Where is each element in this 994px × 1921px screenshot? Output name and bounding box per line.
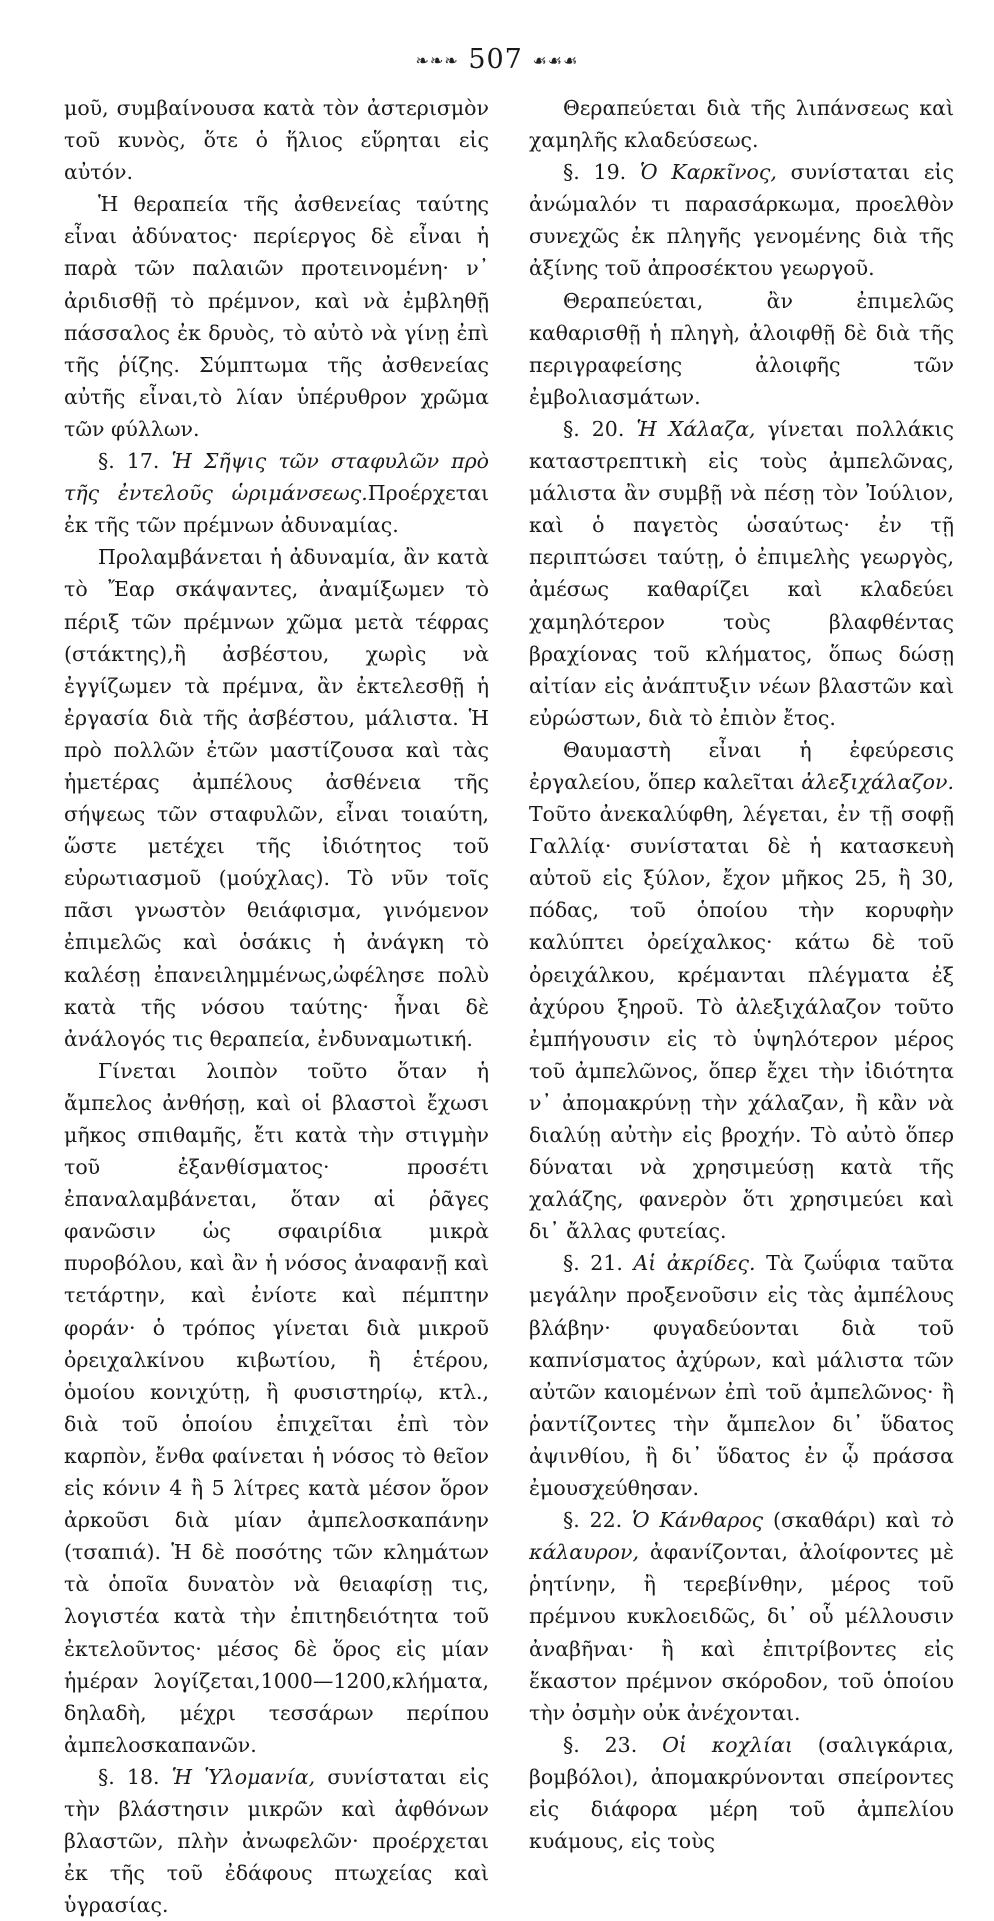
- paragraph-hail-tool: [529, 734, 954, 1248]
- hail-tool-text-b: Τοῦτο ἀνεκαλύφθη, λέγεται, ἐν τῇ σοφῇ Γαλλίᾳ· συνίσταται δὲ ἡ κατασκευὴ αὐτοῦ εἰς ξύλον, ἔχον μῆκος 25, ἢ 30, πόδας, τοῦ ὁποίου τὴν κορυφὴν καλύπτει ὀρείχαλκος· κάτω δὲ τοῦ ὀρειχάλκου, κρέμανται πλέγματα ἐξ ἀχύρου ξηροῦ. Τὸ ἀλεξιχάλαζον τοῦτο ἐμπήγουσιν εἰς τὸ ὑψηλότερον μέρος τοῦ ἀμπελῶνος, ὅπερ ἔχει τὴν ἰδιότητα ν᾽ ἀπομακρύνῃ τὴν χάλαζαν, ἢ κἂν νὰ διαλύῃ αὐτὴν εἰς βροχήν. Τὸ αὐτὸ ὅπερ δύναται νὰ χρησιμεύσῃ κατὰ τῆς χαλάζης, φανερὸν ὅτι χρησιμεύει καὶ δι᾽ ἄλλας φυτείας.: [529, 802, 954, 1244]
- section-18: [64, 1761, 489, 1921]
- section-20-title: Ἡ Χάλαζα,: [636, 416, 756, 441]
- hail-tool-text-a: Θαυμαστὴ εἶναι ἡ ἐφεύρεσις ἐργαλείου, ὅπερ καλεῖται: [529, 737, 954, 794]
- section-17-title: Ἡ Σῆψις τῶν σταφυλῶν πρὸ τῆς ἐντελοῦς ὡριμάνσεως.: [64, 449, 489, 506]
- section-19: [529, 156, 954, 284]
- section-19-text: συνίσταται εἰς ἀνώμαλόν τι παρασάρκωμα, προελθὸν συνεχῶς ἐκ πληγῆς γενομένης διὰ τῆς ἀξίνης τοῦ ἀπροσέκτου γεωργοῦ.: [529, 160, 954, 281]
- section-18-number: §. 18.: [98, 1764, 160, 1789]
- paragraph-therapy: Ἡ θεραπεία τῆς ἀσθενείας ταύτης εἶναι ἀδύνατος· περίεργος δὲ εἶναι ἡ παρὰ τῶν παλαιῶν προτεινομένη· ν᾽ ἀριδισθῇ τὸ πρέμνον, καὶ νὰ ἐμβληθῇ πάσσαλος ἐκ δρυὸς, τὸ αὐτὸ νὰ γίνῃ ἐπὶ τῆς ῥίζης. Σύμπτωμα τῆς ἀσθενείας αὐτῆς εἶναι,τὸ λίαν ὑπέρυθρον χρῶμα τῶν φύλλων.: [64, 192, 489, 441]
- section-22-number: §. 22.: [563, 1508, 623, 1533]
- section-20-text: γίνεται πολλάκις καταστρεπτικὴ εἰς τοὺς ἀμπελῶνας, μάλιστα ἂν συμβῇ νὰ πέσῃ τὸν Ἰούλιον, καὶ ὁ παγετὸς ὡσαύτως· ἐν τῇ περιπτώσει ταύτῃ, ὁ ἐπιμελὴς γεωργὸς, ἀμέσως καθαρίζει καὶ κλαδεύει χαμηλότερον τοὺς βλαφθέντας βραχίονας τοῦ κλήματος, ὅπως δώσῃ αἰτίαν εἰς ἀνάπτυξιν νέων βλαστῶν καὶ εὐρώστων, διὰ τὸ ἐπιὸν ἔτος.: [529, 416, 954, 730]
- section-21-text: Τὰ ζωΰφια ταῦτα μεγάλην προξενοῦσιν εἰς τὰς ἀμπέλους βλάβην· φυγαδεύονται διὰ τοῦ καπνίσματος ἀχύρων, καὶ μάλιστα τῶν αὐτῶν καιομένων ἐπὶ τοῦ ἀμπελῶνος· ἢ ῥαντίζοντες τὴν ἄμπελον δι᾽ ὕδατος ἀψινθίου, ἢ δι᾽ ὕδατος ἐν ᾧ πράσσα ἐμουσχεύθησαν.: [529, 1251, 954, 1501]
- section-18-title: Ἡ Ὑλομανία,: [171, 1764, 316, 1789]
- section-20: [529, 413, 954, 734]
- section-23-title: Οἱ κοχλίαι: [662, 1732, 793, 1757]
- section-23-number: §. 23.: [563, 1732, 638, 1757]
- paragraph-sulfuring: Γίνεται λοιπὸν τοῦτο ὅταν ἡ ἄμπελος ἀνθήσῃ, καὶ οἱ βλαστοὶ ἔχωσι μῆκος σπιθαμῆς, ἔτι κατὰ τὴν στιγμὴν τοῦ ἐξανθίσματος· προσέτι ἐπαναλαμβάνεται, ὅταν αἱ ῥᾶγες φανῶσιν ὡς σφαιρίδια μικρὰ πυροβόλου, καὶ ἂν ἡ νόσος ἀναφανῇ καὶ τετάρτην, καὶ ἐνίοτε καὶ πέμπτην φοράν· ὁ τρόπος γίνεται διὰ μικροῦ ὀρειχαλκίνου κιβωτίου, ἢ ἑτέρου, ὁμοίου κονιχύτῃ, ἢ φυσιστηρίῳ, κτλ., διὰ τοῦ ὁποίου ἐπιχεῖται ἐπὶ τὸν καρπὸν, ἔνθα φαίνεται ἡ νόσος τὸ θεῖον εἰς κόνιν 4 ἢ 5 λίτρες κατὰ μέσον ὅρον ἀρκοῦσι διὰ μίαν ἀμπελοσκαπάνην (τσαπιά). Ἡ δὲ ποσότης τῶν κλημάτων τὰ ὁποῖα δυνατὸν νὰ θειαφίσῃ τις, λογιστέα κατὰ τὴν ἐπιτηδειότητα τοῦ ἐκτελοῦντος· μέσος δὲ ὅρος εἰς μίαν ἡμέραν λογίζεται,1000—1200,κλήματα, δηλαδὴ, μέχρι τεσσάρων περίπου ἀμπελοσκαπανῶν.: [64, 1058, 489, 1757]
- right-column: [529, 92, 954, 1857]
- paragraph-treatment: Θεραπεύεται διὰ τῆς λιπάνσεως καὶ χαμηλῆς κλαδεύσεως.: [529, 96, 954, 153]
- section-22-title: Ὁ Κάνθαρος: [632, 1508, 764, 1533]
- section-22: [529, 1504, 954, 1729]
- section-21-number: §. 21.: [563, 1251, 623, 1276]
- section-19-title: Ὁ Καρκῖνος,: [639, 160, 777, 185]
- section-17-number: §. 17.: [98, 449, 160, 474]
- section-20-number: §. 20.: [563, 416, 625, 441]
- section-17-text: Προέρχεται ἐκ τῆς τῶν πρέμνων ἀδυναμίας.: [64, 481, 489, 538]
- section-23-text: (σαλιγκάρια, βομβόλοι), ἀπομακρύνονται σπείροντες εἰς διάφορα μέρη τοῦ ἀμπελίου κυάμους, εἰς τοὺς: [529, 1732, 954, 1854]
- paragraph-wound-care: Θεραπεύεται, ἂν ἐπιμελῶς καθαρισθῇ ἡ πληγὴ, ἀλοιφθῇ δὲ διὰ τῆς περιγραφείσης ἀλοιφῆς τῶν ἐμβολιασμάτων.: [529, 288, 954, 409]
- section-22-title-2: τὸ κάλαυρον,: [529, 1508, 954, 1565]
- page-number: 507: [468, 44, 523, 75]
- section-22-text-b: ἀφανίζονται, ἀλοίφοντες μὲ ῥητίνην, ἢ τερεβίνθην, μέρος τοῦ πρέμνου κυκλοειδῶς, δι᾽ οὗ μέλλουσιν ἀναβῆναι· ἢ καὶ ἐπιτρίβοντες εἰς ἕκαστον πρέμνον σκόροδον, τοῦ ὁποίου τὴν ὀσμὴν οὐκ ἀνέχονται.: [529, 1540, 954, 1725]
- paragraph-prevention: Προλαμβάνεται ἡ ἀδυναμία, ἂν κατὰ τὸ Ἔαρ σκάψαντες, ἀναμίξωμεν τὸ πέριξ τῶν πρέμνων χῶμα μετὰ τέφρας (στάκτης),ἢ ἀσβέστου, χωρὶς νὰ ἐγγίζωμεν τὰ πρέμνα, ἂν ἐκτελεσθῇ ἡ ἐργασία διὰ τῆς ἀσβέστου, μάλιστα. Ἡ πρὸ πολλῶν ἐτῶν μαστίζουσα καὶ τὰς ἡμετέρας ἀμπέλους ἀσθένεια τῆς σήψεως τῶν σταφυλῶν, εἶναι τοιαύτη, ὥστε μετέχει τῆς ἰδιότητος τοῦ εὐρωτιασμοῦ (μούχλας). Τὸ νῦν τοῖς πᾶσι γνωστὸν θειάφισμα, γινόμενον ἐπιμελῶς καὶ ὁσάκις ἡ ἀνάγκη τὸ καλέσῃ ἐπανειλημμένως,ὠφέλησε πολὺ κατὰ τῆς νόσου ταύτης· ἦναι δὲ ἀνάλογός τις θεραπεία, ἐνδυναμωτική.: [64, 545, 489, 1051]
- section-22-text-a: (σκαθάρι) καὶ: [772, 1508, 921, 1533]
- section-18-text: συνίσταται εἰς τὴν βλάστησιν μικρῶν καὶ ἀφθόνων βλαστῶν, πλὴν ἀνωφελῶν· προέρχεται ἐκ τῆς τοῦ ἐδάφους πτωχείας καὶ ὑγρασίας.: [64, 1764, 489, 1918]
- paragraph-continuation: μοῦ, συμβαίνουσα κατὰ τὸν ἀστερισμὸν τοῦ κυνὸς, ὅτε ὁ ἥλιος εὕρηται εἰς αὐτόν.: [64, 96, 489, 185]
- section-21-title: Αἱ ἀκρίδες.: [633, 1251, 756, 1276]
- section-23: [529, 1729, 954, 1857]
- page-header: [0, 44, 994, 75]
- section-17: [64, 445, 489, 541]
- section-19-number: §. 19.: [563, 160, 627, 185]
- ornament-right: ☙☙☙: [532, 51, 579, 70]
- left-column: [64, 92, 489, 1921]
- hail-tool-term: ἀλεξιχάλαζον.: [801, 769, 954, 794]
- section-21: [529, 1247, 954, 1504]
- ornament-left: ❧❧❧: [415, 51, 459, 70]
